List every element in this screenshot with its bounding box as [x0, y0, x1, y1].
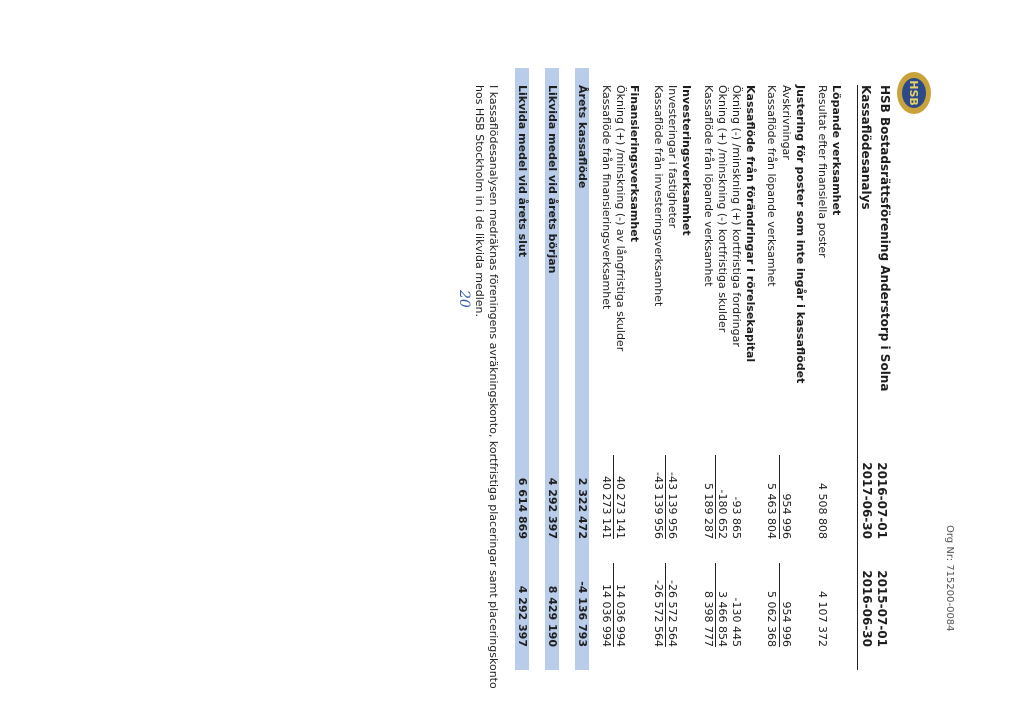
row-value-current: 40 273 141	[613, 455, 627, 539]
row-value-previous: 3 466 854	[715, 563, 729, 647]
col1-to: 2017-06-30	[860, 462, 874, 539]
row-value-current: 5 189 287	[702, 483, 715, 539]
row-value-current: -180 652	[715, 455, 729, 539]
row-value-current: 40 273 141	[600, 476, 613, 539]
section-heading-investering: Investeringsverksamhet	[680, 85, 693, 236]
row-value-current: 5 463 804	[765, 483, 778, 539]
logo-text: HSB	[907, 80, 920, 106]
row-label: Kassaflöde från finansieringsverksamhet	[600, 85, 613, 310]
row-value-previous: -26 572 564	[652, 580, 665, 647]
row-label: Kassaflöde från investeringsverksamhet	[652, 85, 665, 307]
page-title: Kassaflödesanalys	[859, 85, 873, 210]
header-divider	[857, 85, 858, 670]
row-value-current: -43 139 956	[665, 455, 679, 539]
row-value-previous: -26 572 564	[665, 563, 679, 647]
row-label: Ökning (-) /minskning (+) kortfristiga fordringar	[730, 85, 743, 347]
section-heading-lopande: Löpande verksamhet	[830, 85, 843, 216]
org-number: Org Nr: 715200-0084	[944, 525, 955, 632]
row-label: Investeringar i fastigheter	[666, 85, 679, 229]
row-value-current: -93 865	[730, 496, 743, 539]
handwritten-page-number: 20	[456, 290, 472, 308]
total-value-previous: -4 136 793	[576, 581, 589, 647]
col2-to: 2016-06-30	[860, 570, 874, 647]
total-label-likvida-slut: Likvida medel vid årets slut	[516, 85, 529, 258]
row-value-current: 954 996	[779, 455, 793, 539]
total-label-arets-kassaflode: Årets kassaflöde	[576, 85, 589, 189]
row-label: Ökning (+) /minskning (-) kortfristiga skulder	[716, 85, 729, 333]
total-value-current: 2 322 472	[576, 477, 589, 539]
row-label: Ökning (+) /minskning (-) av långfristiga skulder	[614, 85, 627, 352]
row-label: Avskrivningar	[780, 85, 793, 160]
col2-from: 2015-07-01	[875, 570, 889, 647]
row-value-current: 4 508 808	[816, 483, 829, 539]
col1-from: 2016-07-01	[875, 462, 889, 539]
row-value-previous: -130 445	[730, 597, 743, 647]
total-value-current: 4 292 397	[546, 477, 559, 539]
row-value-previous: 14 036 994	[613, 563, 627, 647]
row-label: Kassaflöde från löpande verksamhet	[702, 85, 715, 287]
total-label-likvida-borjan: Likvida medel vid årets början	[546, 85, 559, 274]
row-value-previous: 4 107 372	[816, 591, 829, 647]
hsb-logo-icon	[895, 70, 933, 116]
row-value-previous: 954 996	[779, 563, 793, 647]
total-value-previous: 8 429 190	[546, 585, 559, 647]
total-value-current: 6 614 869	[516, 477, 529, 539]
footnote-line-2: hos HSB Stockholm in i de likvida medlen.	[473, 85, 486, 317]
row-value-current: -43 139 956	[652, 472, 665, 539]
row-label: Kassaflöde från löpande verksamhet	[765, 85, 778, 287]
section-heading-finansiering: Finansieringsverksamhet	[628, 85, 641, 242]
row-value-previous: 14 036 994	[600, 584, 613, 647]
section-heading-justering: Justering för poster som inte ingår i kassaflödet	[794, 85, 807, 384]
row-value-previous: 8 398 777	[702, 591, 715, 647]
section-heading-rorelsekapital: Kassaflöde från förändringar i rörelsekapital	[744, 85, 757, 363]
footnote-line-1: I kassaflödesanalysen medräknas föreningens avräkningskonto, kortfristiga placeringar samt placeringskonto	[487, 85, 500, 689]
row-label: Resultat efter finansiella poster	[816, 85, 829, 258]
row-value-previous: 5 062 368	[765, 591, 778, 647]
total-value-previous: 4 292 397	[516, 585, 529, 647]
association-name: HSB Bostadsrättsförening Anderstorp i Solna	[878, 85, 892, 392]
